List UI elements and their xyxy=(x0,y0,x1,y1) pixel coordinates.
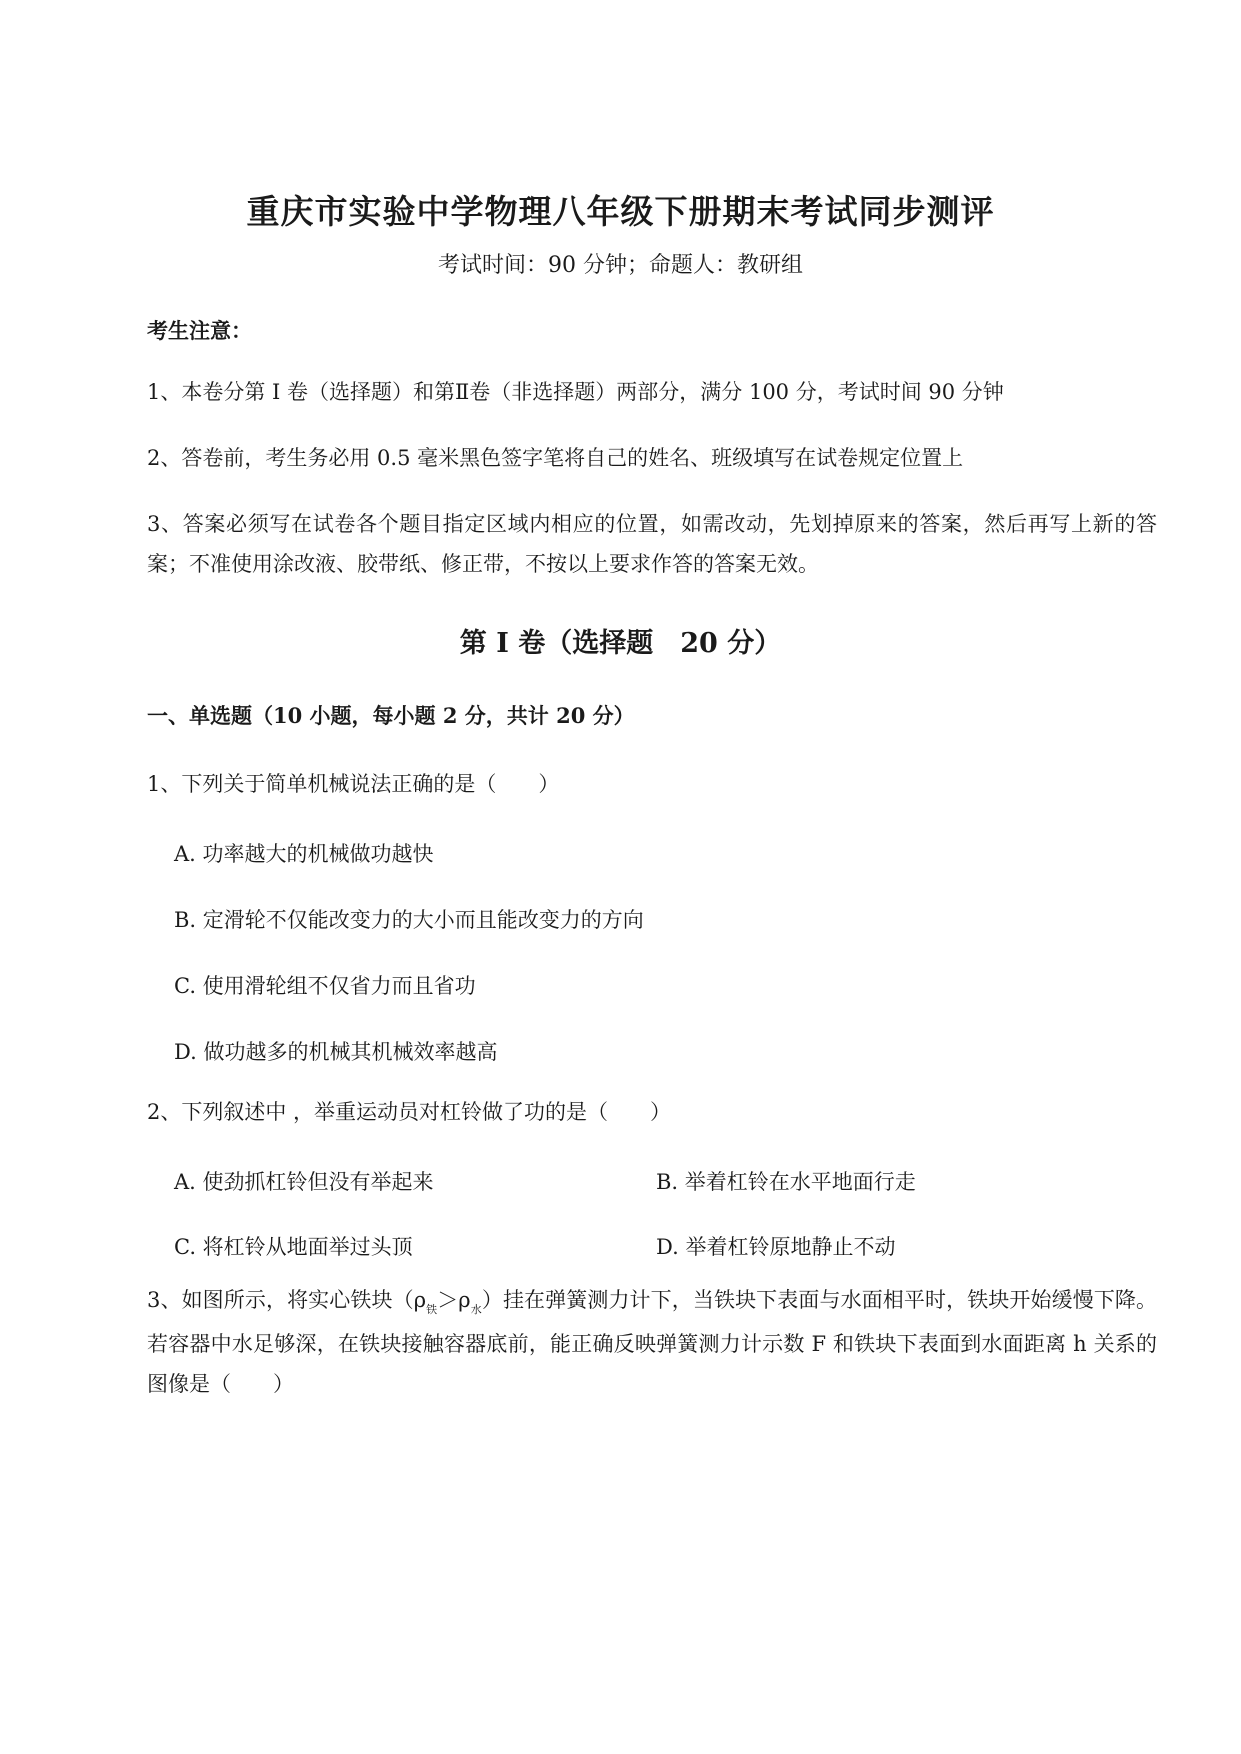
question-3-stem-compare: ＞ρ xyxy=(437,1288,471,1312)
question-1-option-c: C. 使用滑轮组不仅省力而且省功 xyxy=(174,974,476,998)
question-1-option-b: B. 定滑轮不仅能改变力的大小而且能改变力的方向 xyxy=(174,908,644,932)
part-heading: 一、单选题（10 小题，每小题 2 分，共计 20 分） xyxy=(147,703,635,728)
question-2-option-c: C. 将杠铃从地面举过头顶 xyxy=(174,1235,413,1259)
question-1-option-d: D. 做功越多的机械其机械效率越高 xyxy=(174,1040,498,1064)
question-2-stem: 2、下列叙述中 ，举重运动员对杠铃做了功的是（ ） xyxy=(147,1100,672,1124)
density-subscript-water: 水 xyxy=(470,1303,482,1316)
notice-heading: 考生注意： xyxy=(147,318,252,343)
density-subscript-iron: 铁 xyxy=(426,1303,438,1316)
notice-item-2: 2、答卷前，考生务必用 0.5 毫米黑色签字笔将自己的姓名、班级填写在试卷规定位置上 xyxy=(147,446,964,470)
question-3-stem-end: ）挂在弹簧测力计下，当铁块下表面与水面相平时，铁块开始缓慢下降。若容器中水足够深，在铁块接触容器底前，能正确反映弹簧测力计示数 F 和铁块下表面到水面距离 h 关系的图像是（ ） xyxy=(147,1288,1158,1396)
question-1-option-a: A. 功率越大的机械做功越快 xyxy=(174,842,434,866)
notice-item-1: 1、本卷分第 I 卷（选择题）和第Ⅱ卷（非选择题）两部分，满分 100 分，考试时间 90 分钟 xyxy=(147,380,1004,404)
notice-item-3: 3、答案必须写在试卷各个题目指定区域内相应的位置，如需改动，先划掉原来的答案，然后再写上新的答案；不准使用涂改液、胶带纸、修正带，不按以上要求作答的答案无效。 xyxy=(147,512,1157,576)
exam-info: 考试时间：90 分钟；命题人：教研组 xyxy=(438,253,803,278)
question-1-stem: 1、下列关于简单机械说法正确的是（ ） xyxy=(147,772,560,796)
question-3-stem xyxy=(147,1280,1157,1404)
section-title: 第 I 卷（选择题 20 分） xyxy=(459,628,782,659)
question-2-option-d: D. 举着杠铃原地静止不动 xyxy=(656,1235,896,1259)
question-3-stem-start: 3、如图所示，将实心铁块（ρ xyxy=(147,1288,427,1312)
page-title: 重庆市实验中学物理八年级下册期末考试同步测评 xyxy=(246,192,995,231)
question-2-option-a: A. 使劲抓杠铃但没有举起来 xyxy=(174,1170,434,1194)
question-2-option-b: B. 举着杠铃在水平地面行走 xyxy=(656,1170,916,1194)
